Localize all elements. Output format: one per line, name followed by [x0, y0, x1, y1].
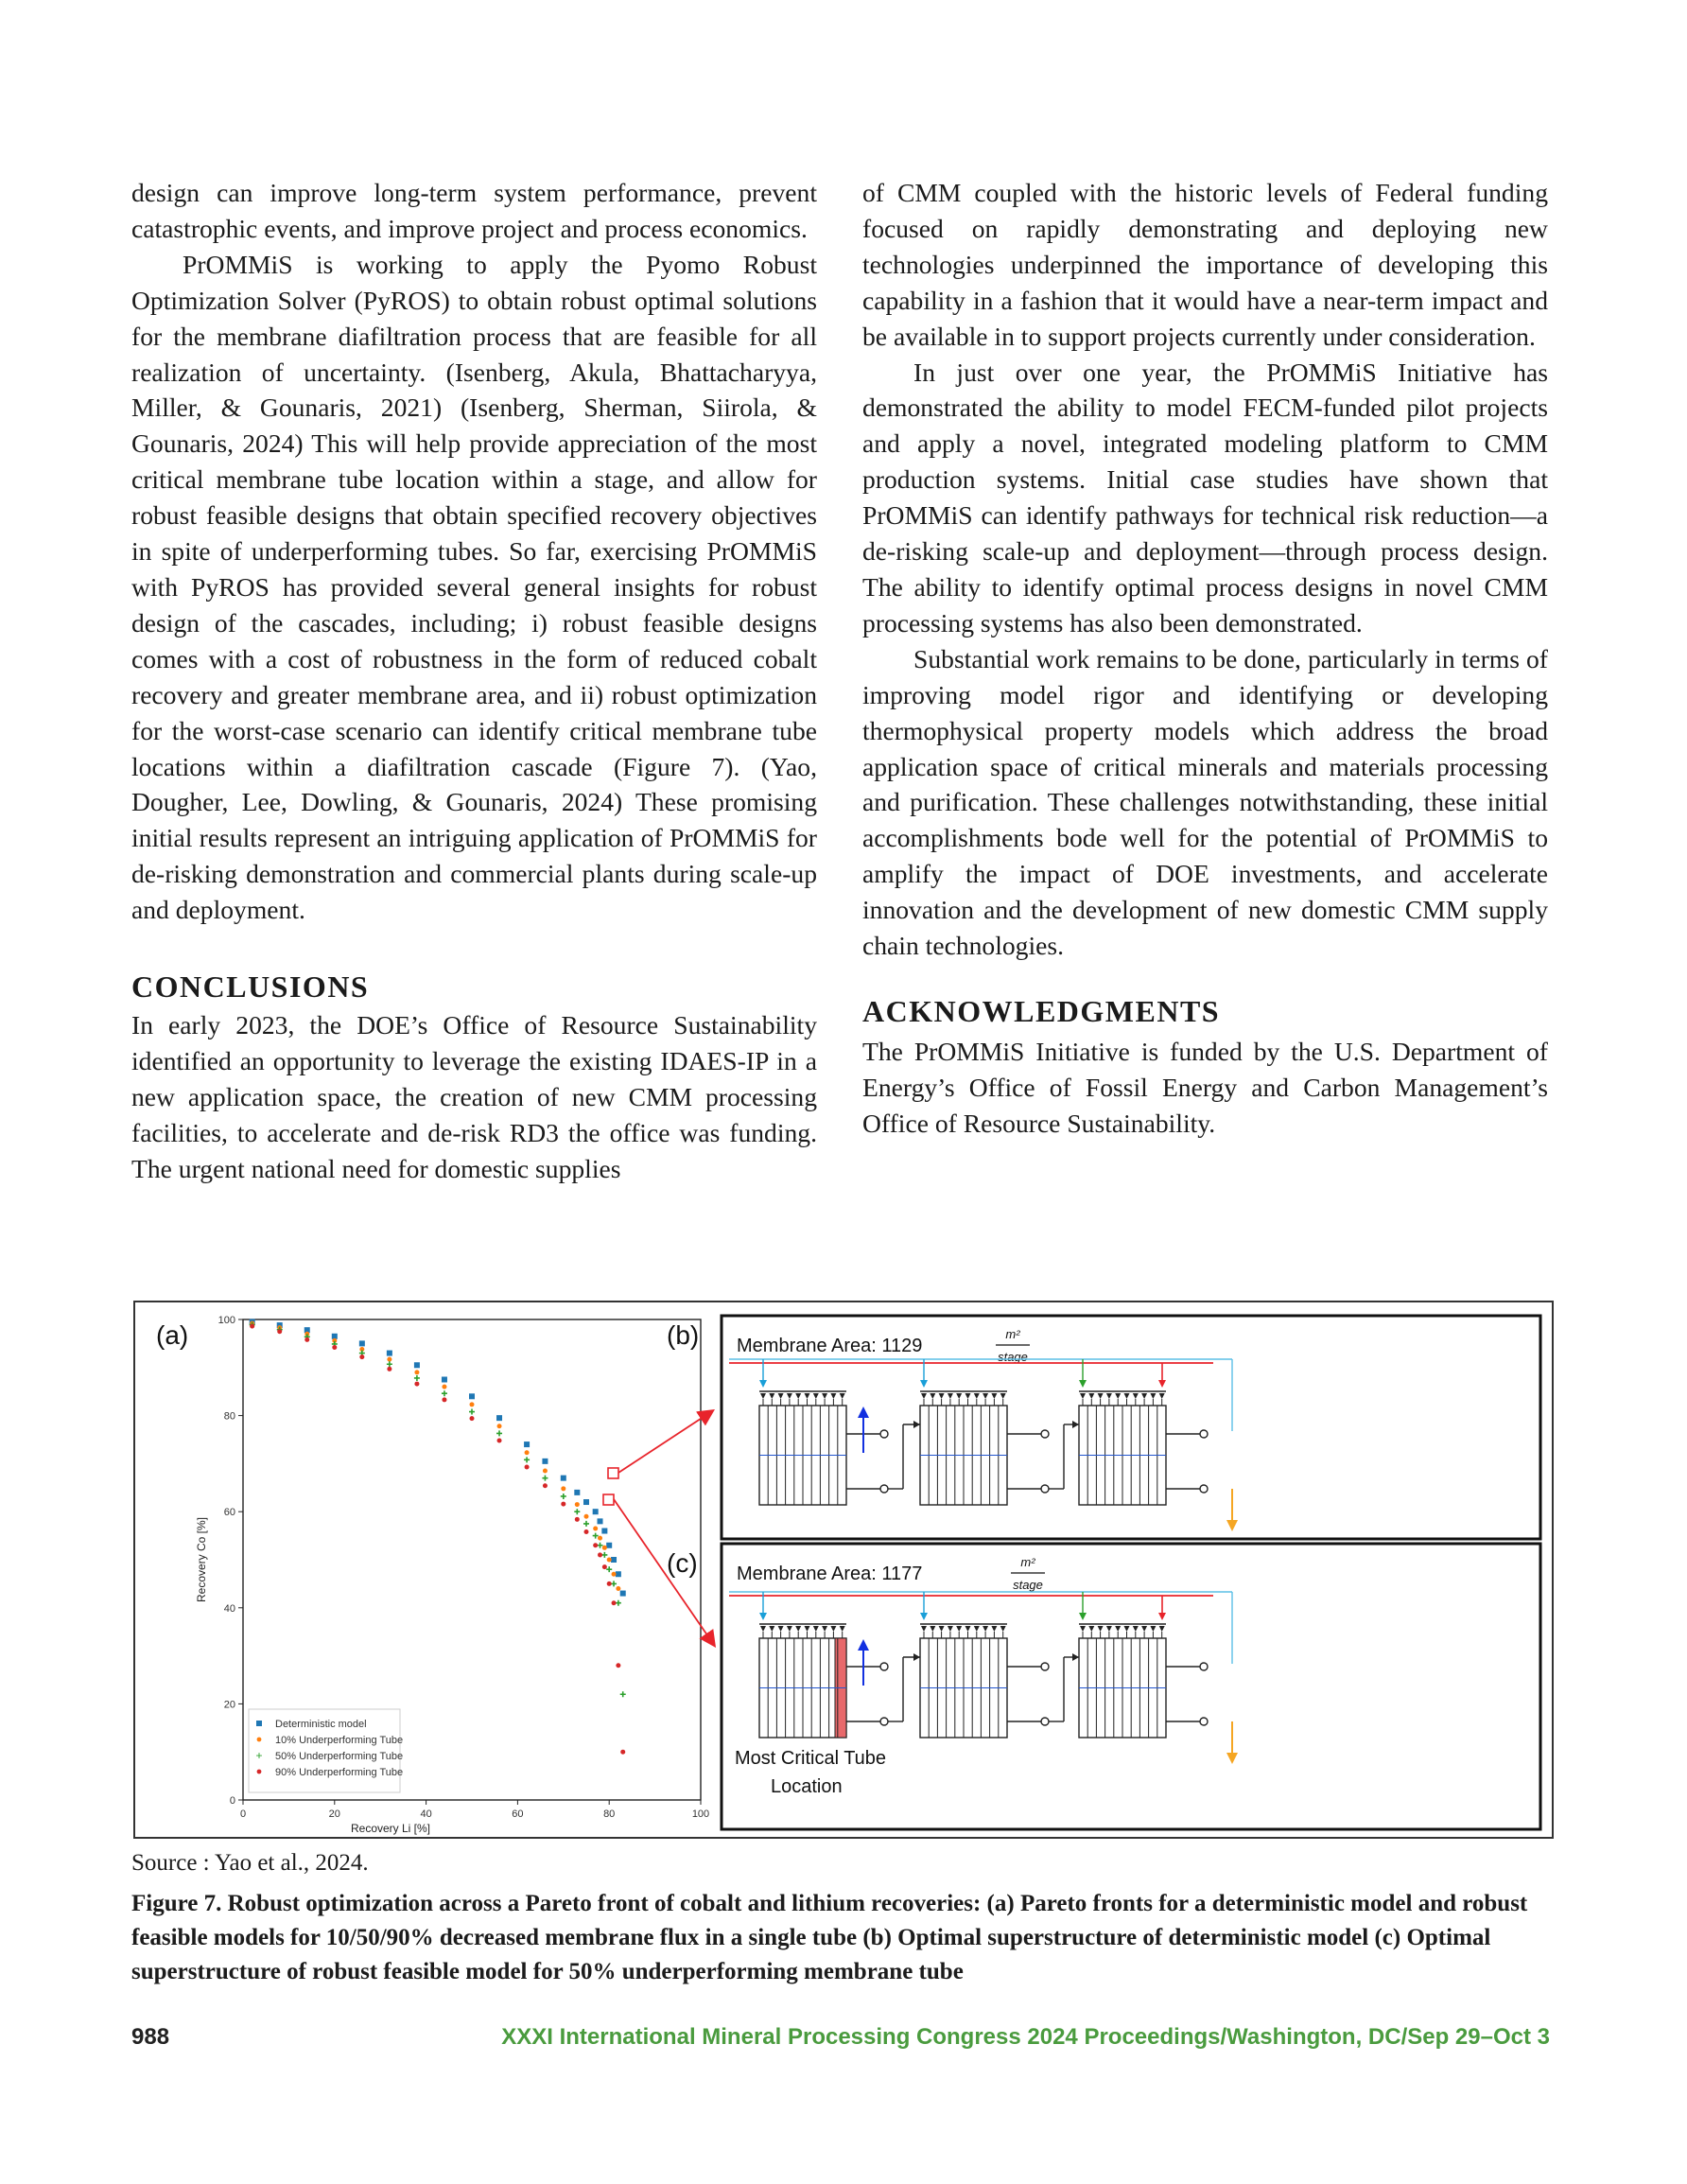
tube-inlet [948, 1626, 953, 1632]
data-point [561, 1476, 566, 1481]
tube-inlet [805, 1393, 810, 1399]
data-point [470, 1402, 475, 1406]
tube-inlet [983, 1626, 988, 1632]
data-point [601, 1552, 607, 1558]
tube-inlet [1106, 1626, 1112, 1632]
panel-c-stages [729, 1592, 1238, 1764]
data-point [598, 1552, 602, 1557]
data-point [607, 1558, 612, 1563]
product-arrow [858, 1406, 869, 1418]
data-point [575, 1502, 580, 1507]
right-paragraph-2: In just over one year, the PrOMMiS Initiative has demonstrated the ability to model FECM-funded pilot projects and apply a novel, integrated modeling platform to CMM production systems. Initial case studies have shown that PrOMMiS can identify pathways for technical risk reduction—a de-risking scale-up and deployment—through process design. The ability to identify optimal process designs in novel CMM processing systems has also been demonstrated. [862, 357, 1548, 638]
tube-inlet [760, 1393, 766, 1399]
data-point [593, 1509, 599, 1514]
data-point [525, 1464, 530, 1469]
tube-inlet [1000, 1626, 1006, 1632]
tube-inlet [930, 1393, 935, 1399]
data-point [414, 1375, 420, 1381]
right-column [862, 175, 1548, 1142]
tube-inlet [1124, 1626, 1130, 1632]
product-arrow-orange [1226, 1520, 1238, 1531]
data-point [525, 1450, 530, 1455]
panel-c-unit-den: stage [1013, 1578, 1043, 1592]
data-point [387, 1361, 392, 1367]
panel-c-unit-num: m² [1020, 1555, 1035, 1569]
panel-b-superstructure [722, 1316, 1540, 1539]
tube-inlet [787, 1393, 792, 1399]
tube-inlet [769, 1393, 774, 1399]
y-tick-label: 40 [223, 1602, 235, 1615]
tube-inlet [760, 1626, 766, 1632]
data-point [359, 1354, 364, 1359]
data-point [611, 1557, 617, 1563]
data-point [583, 1521, 589, 1527]
data-point [469, 1409, 475, 1415]
tube-inlet [1150, 1626, 1156, 1632]
tube-inlet [965, 1626, 971, 1632]
tube-inlet [1098, 1393, 1104, 1399]
splitter [1041, 1485, 1049, 1493]
tube-inlet [840, 1393, 845, 1399]
data-point [442, 1385, 446, 1389]
left-column [131, 175, 817, 1187]
tube-inlet [1000, 1393, 1006, 1399]
tube-inlet [1150, 1393, 1156, 1399]
legend-marker-50pct: + [255, 1749, 263, 1762]
panel-a-label: (a) [156, 1320, 189, 1350]
data-point [584, 1514, 589, 1519]
data-point [524, 1457, 530, 1462]
product-arrow [858, 1639, 869, 1651]
x-axis [240, 1800, 709, 1820]
data-point [250, 1324, 254, 1329]
data-point [387, 1351, 392, 1356]
y-axis-label: Recovery Co [%] [195, 1516, 208, 1603]
figure-caption: Figure 7. Robust optimization across a Pareto front of cobalt and lithium recoveries: (a) Pareto fronts for a deterministic model and robust feasible models for 10/50/90% decreased membrane flux in a single tube (b) Optimal superstructure of deterministic model (c) Optimal superstructure of robust feasible model for 50% underperforming membrane tube [131, 1891, 1528, 1984]
tube-inlet [974, 1393, 980, 1399]
tube-inlet [1088, 1626, 1094, 1632]
splitter [880, 1663, 888, 1670]
data-point [620, 1691, 626, 1697]
drop-arrow [759, 1380, 767, 1388]
data-point [496, 1430, 502, 1436]
tube-inlet [778, 1393, 784, 1399]
splitter [1200, 1430, 1208, 1438]
data-point [616, 1600, 621, 1606]
data-point [469, 1393, 475, 1399]
drop-arrow [920, 1613, 928, 1620]
panel-b-stages [729, 1359, 1238, 1531]
tube-inlet [822, 1626, 827, 1632]
tube-inlet [1124, 1393, 1130, 1399]
legend-marker-10pct [257, 1738, 262, 1742]
tube-inlet [822, 1393, 827, 1399]
tube-inlet [795, 1626, 801, 1632]
tube-inlet [1133, 1393, 1139, 1399]
data-point [387, 1357, 391, 1362]
data-point [574, 1509, 580, 1514]
x-axis-label: Recovery Li [%] [350, 1822, 431, 1835]
interstage-arrow [913, 1421, 920, 1428]
tube-inlet [991, 1393, 997, 1399]
panel-b-unit-den: stage [998, 1350, 1028, 1364]
tube-inlet [830, 1393, 836, 1399]
page-footer [131, 2024, 1550, 2056]
connector-arrow-b [618, 1411, 712, 1473]
y-tick-label: 80 [223, 1410, 235, 1423]
drop-arrow [1079, 1613, 1087, 1620]
left-paragraph-1: design can improve long-term system performance, prevent catastrophic events, and improve project and process economics. [131, 178, 817, 243]
data-point [620, 1750, 625, 1755]
legend-label-50pct: 50% Underperforming Tube [275, 1751, 404, 1762]
data-point [574, 1490, 580, 1495]
tube-inlet [840, 1626, 845, 1632]
tube-inlet [813, 1393, 819, 1399]
tube-inlet [983, 1393, 988, 1399]
connector-arrow-c [614, 1499, 714, 1645]
legend-marker-deterministic [256, 1721, 262, 1726]
drop-arrow [1079, 1380, 1087, 1388]
data-point [593, 1543, 598, 1547]
y-axis [218, 1315, 243, 1807]
legend-marker-90pct [257, 1770, 262, 1774]
data-point [606, 1566, 612, 1572]
x-tick-label: 0 [239, 1808, 247, 1820]
data-point [470, 1416, 475, 1421]
y-tick-label: 0 [229, 1795, 235, 1807]
x-tick-label: 40 [420, 1808, 432, 1820]
highlight-box-robust [603, 1494, 614, 1505]
x-tick-label: 80 [603, 1808, 616, 1820]
tube-inlet [956, 1626, 962, 1632]
right-paragraph-3: Substantial work remains to be done, particularly in terms of improving model rigor and identifying or developing thermophysical property models which address the broad application space of critical minerals and materials processing and purification. These challenges notwithstanding, these initial accomplishments bode well for the potential of PrOMMiS to amplify the impact of DOE investments, and accelerate innovation and the development of new domestic CMM supply chain technologies. [862, 643, 1548, 961]
data-point [304, 1337, 309, 1342]
data-point [607, 1581, 612, 1586]
proceedings-title: XXXI International Mineral Processing Congress 2024 Proceedings/Washington, DC/Sep 29–Oct 3 [501, 2024, 1550, 2050]
splitter [1200, 1718, 1208, 1725]
tube-inlet [1080, 1626, 1086, 1632]
tube-inlet [769, 1626, 774, 1632]
tube-inlet [795, 1393, 801, 1399]
data-point [620, 1591, 626, 1597]
y-tick-label: 100 [217, 1315, 235, 1326]
data-point [611, 1581, 617, 1586]
splitter [880, 1430, 888, 1438]
page-number: 988 [131, 2024, 170, 2050]
tube-inlet [778, 1626, 784, 1632]
legend-label-10pct: 10% Underperforming Tube [275, 1735, 404, 1746]
data-point [524, 1441, 530, 1447]
panel-c-superstructure [722, 1544, 1540, 1829]
data-point [612, 1600, 617, 1605]
data-point [598, 1518, 603, 1524]
tube-inlet [1080, 1393, 1086, 1399]
drop-arrow [759, 1613, 767, 1620]
tube-inlet [787, 1626, 792, 1632]
interstage-arrow [913, 1653, 920, 1661]
tube-inlet [939, 1393, 945, 1399]
splitter [1041, 1718, 1049, 1725]
right-paragraph-1: of CMM coupled with the historic levels of Federal funding focused on rapidly demonstrating and deploying new technologies underpinned the importance of developing this capability in a fashion that it would have a near-term impact and be available in to support projects currently under consideration. [862, 178, 1548, 351]
splitter [1200, 1663, 1208, 1670]
data-point [583, 1499, 589, 1505]
panel-b-area-label: Membrane Area: 1129 [737, 1336, 923, 1356]
interstage-arrow [1072, 1653, 1079, 1661]
tube-inlet [1141, 1626, 1147, 1632]
panel-c-area-label: Membrane Area: 1177 [737, 1564, 923, 1584]
tube-inlet [1141, 1393, 1147, 1399]
data-point [593, 1526, 598, 1530]
tube-inlet [1106, 1393, 1112, 1399]
data-point [602, 1564, 607, 1569]
data-point [598, 1536, 602, 1541]
data-point [442, 1397, 446, 1402]
data-point [575, 1517, 580, 1522]
figure-7 [133, 1301, 1554, 1839]
data-point [497, 1424, 502, 1428]
data-point [598, 1543, 603, 1548]
tube-inlet [1159, 1626, 1165, 1632]
tube-inlet [813, 1626, 819, 1632]
data-point [414, 1382, 419, 1387]
tube-inlet [939, 1626, 945, 1632]
critical-tube-label-1: Most Critical Tube [735, 1748, 887, 1769]
data-point [543, 1483, 548, 1488]
tube-inlet [948, 1393, 953, 1399]
data-point [442, 1390, 447, 1396]
tube-inlet [956, 1393, 962, 1399]
data-point [561, 1486, 565, 1491]
splitter [1200, 1485, 1208, 1493]
data-point [561, 1494, 566, 1499]
x-tick-label: 100 [691, 1808, 710, 1820]
splitter [880, 1718, 888, 1725]
left-paragraph-2: PrOMMiS is working to apply the Pyomo Robust Optimization Solver (PyROS) to obtain robust optimal solutions for the membrane diafiltration process that are feasible for all realization of uncertainty. (Isenberg, Akula, Bhattacharyya, Miller, & Gounaris, 2021) (Isenberg, Sherman, Siirola, & Gounaris, 2024) This will help provide appreciation of the most critical membrane tube location within a stage, and allow for robust feasible designs that obtain specified recovery objectives in spite of underperforming tubes. So far, exercising PrOMMiS with PyROS has provided several general insights for robust design of the cascades, including; i) robust feasible designs comes with a cost of robustness in the form of reduced cobalt recovery and greater membrane area, and ii) robust optimization for the worst-case scenario can identify critical membrane tube locations within a diafiltration cascade (Figure 7). (Yao, Dougher, Lee, Dowling, & Gounaris, 2024) These promising initial results represent an intriguing application of PrOMMiS for de-risking demonstration and commercial plants during scale-up and deployment. [131, 249, 817, 925]
tube-inlet [805, 1626, 810, 1632]
product-arrow-orange [1226, 1753, 1238, 1764]
chart-legend [249, 1709, 403, 1792]
tube-inlet [965, 1393, 971, 1399]
drop-arrow [920, 1380, 928, 1388]
acknowledgments-heading: ACKNOWLEDGMENTS [862, 993, 1221, 1028]
pareto-chart [156, 1315, 714, 1835]
conclusions-heading: CONCLUSIONS [131, 970, 370, 1005]
data-point [442, 1377, 447, 1383]
tube-inlet [1133, 1626, 1139, 1632]
data-point [616, 1586, 620, 1591]
right-paragraph-4: The PrOMMiS Initiative is funded by the U.S. Department of Energy’s Office of Fossil Energy and Carbon Management’s Office of Resource Sustainability. [862, 1036, 1548, 1138]
data-point [602, 1546, 607, 1550]
tube-inlet [1159, 1393, 1165, 1399]
data-point [584, 1529, 589, 1534]
data-point [277, 1329, 282, 1334]
y-tick-label: 60 [223, 1507, 235, 1519]
data-point [332, 1345, 337, 1350]
panel-c-label: (c) [667, 1548, 698, 1578]
drop-arrow-red [1158, 1380, 1166, 1388]
x-tick-label: 60 [512, 1808, 524, 1820]
panel-b-label: (b) [667, 1320, 700, 1350]
scatter-series [250, 1319, 626, 1755]
figure-source: Source : Yao et al., 2024. [131, 1850, 369, 1876]
y-tick-label: 20 [223, 1699, 235, 1711]
x-tick-label: 20 [328, 1808, 340, 1820]
legend-label-deterministic: Deterministic model [275, 1719, 367, 1730]
data-point [414, 1370, 419, 1374]
data-point [601, 1529, 607, 1534]
data-point [496, 1415, 502, 1421]
data-point [414, 1362, 420, 1368]
interstage-arrow [1072, 1421, 1079, 1428]
tube-inlet [830, 1626, 836, 1632]
data-point [561, 1502, 565, 1507]
panel-b-unit-num: m² [1005, 1327, 1020, 1341]
data-point [612, 1572, 617, 1577]
data-point [359, 1340, 365, 1346]
splitter [1041, 1663, 1049, 1670]
tube-inlet [1115, 1626, 1121, 1632]
splitter [880, 1485, 888, 1493]
legend-label-90pct: 90% Underperforming Tube [275, 1767, 404, 1778]
data-point [542, 1476, 548, 1481]
data-point [543, 1469, 548, 1474]
highlight-box-deterministic [608, 1468, 618, 1478]
tube-inlet [921, 1626, 927, 1632]
data-point [542, 1459, 548, 1464]
tube-inlet [921, 1393, 927, 1399]
critical-tube-label-2: Location [771, 1776, 843, 1797]
tube-inlet [1088, 1393, 1094, 1399]
data-point [593, 1533, 599, 1539]
tube-inlet [974, 1626, 980, 1632]
splitter [1041, 1430, 1049, 1438]
data-point [616, 1663, 620, 1668]
data-point [387, 1367, 391, 1372]
data-point [497, 1439, 502, 1443]
tube-inlet [1098, 1626, 1104, 1632]
drop-arrow-red [1158, 1613, 1166, 1620]
tube-inlet [1115, 1393, 1121, 1399]
tube-inlet [930, 1626, 935, 1632]
left-paragraph-3: In early 2023, the DOE’s Office of Resource Sustainability identified an opportunity to leverage the existing IDAES-IP in a new application space, the creation of new CMM processing facilities, to accelerate and de-risk RD3 the office was funding. The urgent national need for domestic supplies [131, 1010, 817, 1183]
tube-inlet [991, 1626, 997, 1632]
data-point [606, 1543, 612, 1548]
data-point [616, 1571, 621, 1577]
